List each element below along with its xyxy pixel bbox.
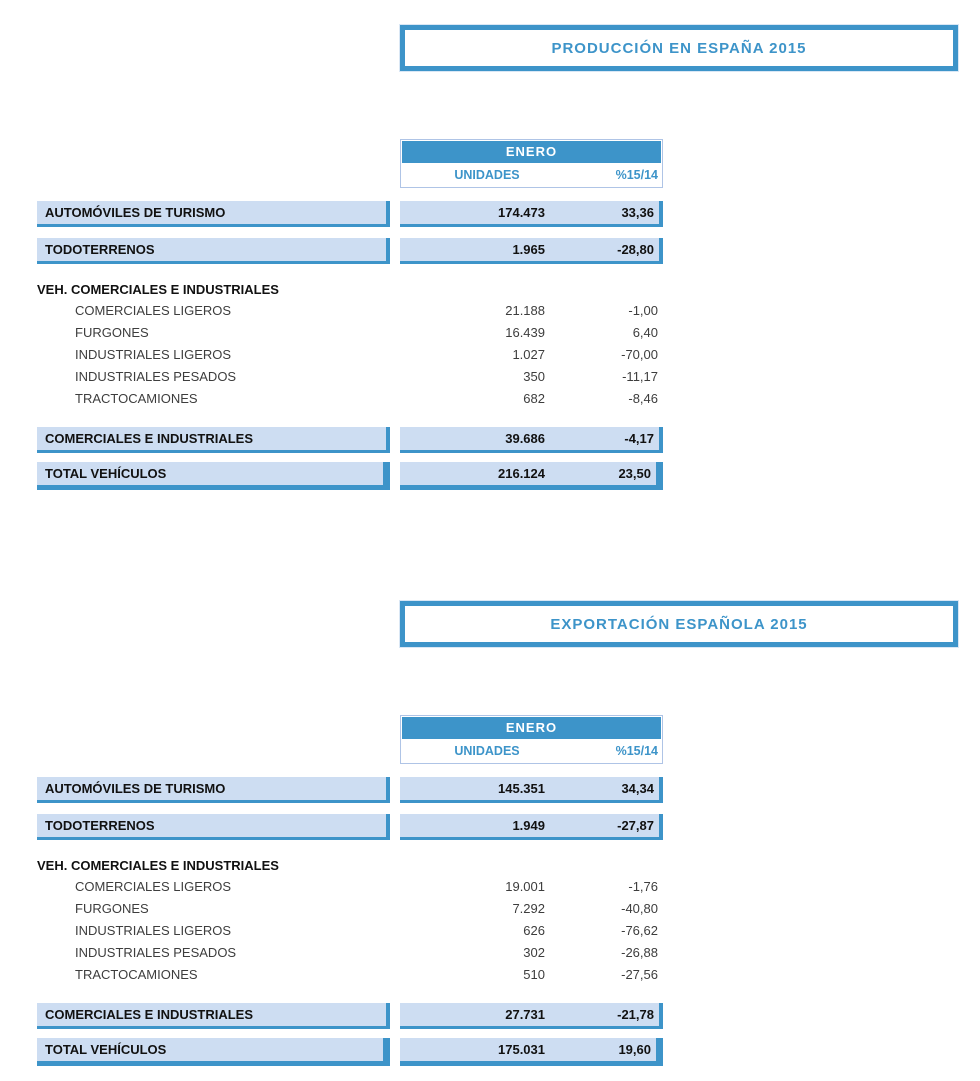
row-label: TRACTOCAMIONES: [75, 391, 198, 406]
row-label: AUTOMÓVILES DE TURISMO: [37, 777, 390, 803]
table-row-total: [37, 1038, 963, 1066]
commercial-vehicles-group: [37, 856, 963, 986]
units-value: 1.027: [512, 347, 545, 362]
pct-value: -21,78: [617, 1007, 654, 1022]
units-value: 174.473: [498, 205, 545, 220]
row-values: [400, 1038, 663, 1066]
units-value: 1.949: [512, 818, 545, 833]
pct-value: -1,00: [628, 303, 658, 318]
row-label: TOTAL VEHÍCULOS: [37, 462, 390, 490]
table-row-todoterrenos: [37, 238, 963, 264]
export-section: [37, 601, 963, 1066]
table-subrow-tractocamiones: [37, 388, 963, 410]
row-values: [400, 366, 663, 388]
units-value: 302: [523, 945, 545, 960]
row-values: [400, 777, 663, 803]
month-header: ENERO: [402, 141, 661, 163]
row-values: [400, 942, 663, 964]
column-headers-row: [402, 739, 661, 762]
units-column-header: UNIDADES: [454, 743, 520, 758]
row-label: TRACTOCAMIONES: [75, 967, 198, 982]
group-header: VEH. COMERCIALES E INDUSTRIALES: [37, 282, 279, 297]
table-header: [400, 139, 663, 188]
units-value: 626: [523, 923, 545, 938]
section-title: PRODUCCIÓN EN ESPAÑA 2015: [551, 39, 807, 57]
pct-value: 33,36: [621, 205, 654, 220]
units-value: 216.124: [498, 466, 545, 481]
table-subrow-comerciales-ligeros: [37, 876, 963, 898]
row-values: [400, 920, 663, 942]
month-header: ENERO: [402, 717, 661, 739]
row-label: TOTAL VEHÍCULOS: [37, 1038, 390, 1066]
row-label: INDUSTRIALES LIGEROS: [75, 923, 232, 938]
units-value: 350: [523, 369, 545, 384]
units-value: 1.965: [512, 242, 545, 257]
commercial-vehicles-group: [37, 280, 963, 410]
row-values: [400, 344, 663, 366]
row-label: COMERCIALES LIGEROS: [75, 879, 232, 894]
row-label: FURGONES: [75, 901, 149, 916]
units-value: 19.001: [505, 879, 545, 894]
row-values: [400, 238, 663, 264]
pct-value: -40,80: [621, 901, 658, 916]
pct-value: -11,17: [622, 369, 658, 384]
units-value: 175.031: [498, 1042, 545, 1057]
row-values: [400, 964, 663, 986]
row-values: [400, 300, 663, 322]
table-subrow-tractocamiones: [37, 964, 963, 986]
table-row-turismo: [37, 201, 963, 227]
row-label: AUTOMÓVILES DE TURISMO: [37, 201, 390, 227]
pct-value: 6,40: [632, 325, 658, 340]
pct-value: -76,62: [621, 923, 658, 938]
row-values: [400, 427, 663, 453]
column-headers-row: [402, 163, 661, 186]
table-subrow-industriales-pesados: [37, 366, 963, 388]
table-header: [400, 715, 663, 764]
pct-column-header: %15/14: [615, 167, 658, 182]
row-values: [400, 462, 663, 490]
units-value: 16.439: [505, 325, 545, 340]
section-title: EXPORTACIÓN ESPAÑOLA 2015: [550, 615, 808, 633]
row-values: [400, 814, 663, 840]
row-values: [400, 322, 663, 344]
table-row-comerciales-industriales: [37, 1003, 963, 1029]
row-label: INDUSTRIALES LIGEROS: [75, 347, 232, 362]
pct-value: -27,87: [617, 818, 654, 833]
production-section: [37, 25, 963, 490]
table-subrow-furgones: [37, 898, 963, 920]
units-value: 145.351: [498, 781, 545, 796]
row-label: INDUSTRIALES PESADOS: [75, 369, 237, 384]
table-subrow-industriales-ligeros: [37, 920, 963, 942]
pct-value: -26,88: [621, 945, 658, 960]
group-header: VEH. COMERCIALES E INDUSTRIALES: [37, 858, 279, 873]
pct-value: 34,34: [621, 781, 654, 796]
row-label: COMERCIALES E INDUSTRIALES: [37, 1003, 390, 1029]
units-value: 7.292: [512, 901, 545, 916]
row-label: COMERCIALES E INDUSTRIALES: [37, 427, 390, 453]
pct-value: 23,50: [618, 466, 651, 481]
pct-value: -1,76: [628, 879, 658, 894]
units-value: 39.686: [505, 431, 545, 446]
table-subrow-industriales-pesados: [37, 942, 963, 964]
units-value: 510: [523, 967, 545, 982]
table-row-total: [37, 462, 963, 490]
row-label: FURGONES: [75, 325, 149, 340]
row-values: [400, 876, 663, 898]
pct-value: -4,17: [624, 431, 654, 446]
pct-column-header: %15/14: [615, 743, 658, 758]
pct-value: -8,46: [628, 391, 658, 406]
row-label: INDUSTRIALES PESADOS: [75, 945, 237, 960]
units-column-header: UNIDADES: [454, 167, 520, 182]
row-values: [400, 898, 663, 920]
table-row-turismo: [37, 777, 963, 803]
section-title-box: [400, 601, 958, 647]
row-values: [400, 1003, 663, 1029]
units-value: 27.731: [505, 1007, 545, 1022]
row-label: TODOTERRENOS: [37, 238, 390, 264]
pct-value: 19,60: [618, 1042, 651, 1057]
table-subrow-furgones: [37, 322, 963, 344]
table-subrow-industriales-ligeros: [37, 344, 963, 366]
pct-value: -70,00: [621, 347, 658, 362]
table-row-todoterrenos: [37, 814, 963, 840]
table-row-comerciales-industriales: [37, 427, 963, 453]
section-title-box: [400, 25, 958, 71]
table-subrow-comerciales-ligeros: [37, 300, 963, 322]
units-value: 682: [523, 391, 545, 406]
pct-value: -28,80: [617, 242, 654, 257]
row-values: [400, 201, 663, 227]
row-label: TODOTERRENOS: [37, 814, 390, 840]
units-value: 21.188: [505, 303, 545, 318]
row-values: [400, 388, 663, 410]
row-label: COMERCIALES LIGEROS: [75, 303, 232, 318]
pct-value: -27,56: [621, 967, 658, 982]
